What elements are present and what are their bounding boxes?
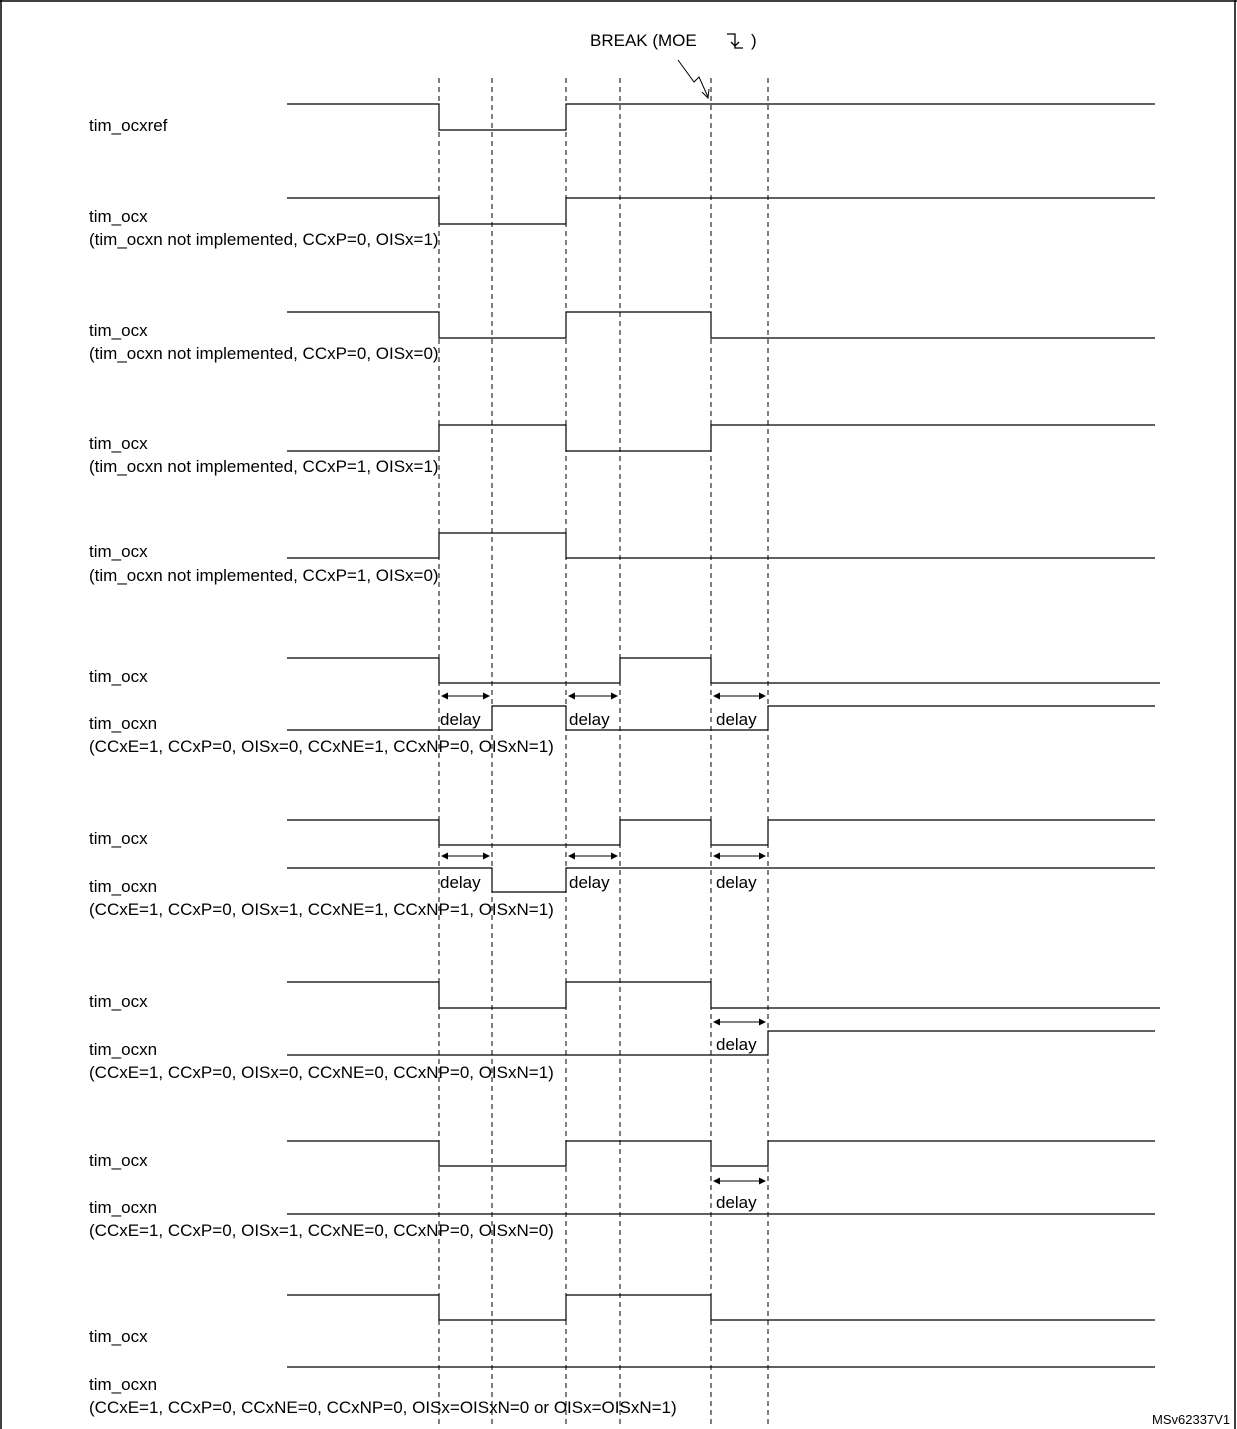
row-4-sub: (tim_ocxn not implemented, CCxP=1, OISx=0): [89, 566, 439, 585]
pair-2-sub: (CCxE=1, CCxP=0, OISx=0, CCxNE=0, CCxNP=0, OISxN=1): [89, 1063, 554, 1082]
falling-edge-icon: [727, 34, 743, 48]
wave-pair0-ocx: [287, 658, 1160, 683]
delay-label: delay: [716, 1035, 757, 1054]
pair-1-b: tim_ocxn: [89, 877, 158, 896]
delay-label: delay: [716, 1193, 757, 1212]
row-3-signal: tim_ocx: [89, 434, 148, 453]
wave-row1: [287, 198, 1155, 224]
row-4-signal: tim_ocx: [89, 542, 148, 561]
pair-0-b: tim_ocxn: [89, 714, 158, 733]
delay-label: delay: [716, 873, 757, 892]
row-2-signal: tim_ocx: [89, 321, 148, 340]
waveforms: [287, 104, 1160, 1367]
break-label: BREAK (MOE: [590, 31, 697, 50]
wave-pair2-ocx: [287, 982, 1160, 1008]
pair-0-sub: (CCxE=1, CCxP=0, OISx=0, CCxNE=1, CCxNP=0, OISxN=1): [89, 737, 554, 756]
wave-row2: [287, 312, 1155, 338]
wave-ocxref: [287, 104, 1155, 130]
pair-4-sub: (CCxE=1, CCxP=0, CCxNE=0, CCxNP=0, OISx=OISxN=0 or OISx=OISxN=1): [89, 1398, 677, 1417]
pair-4-b: tim_ocxn: [89, 1375, 158, 1394]
delay-label: delay: [440, 873, 481, 892]
pair-1-a: tim_ocx: [89, 829, 148, 848]
wave-row4: [287, 533, 1155, 558]
break-header: [590, 31, 757, 98]
figure-ref-code: MSv62337V1: [1152, 1412, 1231, 1427]
pair-4-a: tim_ocx: [89, 1327, 148, 1346]
delay-label: delay: [440, 710, 481, 729]
break-label-close: ): [751, 31, 757, 50]
delay-label: delay: [716, 710, 757, 729]
row-3-sub: (tim_ocxn not implemented, CCxP=1, OISx=1): [89, 457, 439, 476]
row-labels: [89, 116, 439, 585]
pair-labels: [89, 667, 677, 1417]
pair-0-a: tim_ocx: [89, 667, 148, 686]
row-1-sub: (tim_ocxn not implemented, CCxP=0, OISx=1): [89, 230, 439, 249]
pair-2-a: tim_ocx: [89, 992, 148, 1011]
wave-row3: [287, 425, 1155, 451]
pair-3-a: tim_ocx: [89, 1151, 148, 1170]
pair-1-sub: (CCxE=1, CCxP=0, OISx=1, CCxNE=1, CCxNP=1, OISxN=1): [89, 900, 554, 919]
delay-arrows: [442, 696, 765, 1181]
row-2-sub: (tim_ocxn not implemented, CCxP=0, OISx=0): [89, 344, 439, 363]
pair-3-sub: (CCxE=1, CCxP=0, OISx=1, CCxNE=0, CCxNP=0, OISxN=0): [89, 1221, 554, 1240]
row-1-signal: tim_ocx: [89, 207, 148, 226]
row-0-signal: tim_ocxref: [89, 116, 168, 135]
pair-2-b: tim_ocxn: [89, 1040, 158, 1059]
break-arrow: [678, 60, 708, 97]
wave-pair4-ocx: [287, 1295, 1155, 1320]
delay-labels: [440, 710, 757, 1212]
pair-3-b: tim_ocxn: [89, 1198, 158, 1217]
delay-label: delay: [569, 873, 610, 892]
delay-label: delay: [569, 710, 610, 729]
wave-pair1-ocx: [287, 820, 1155, 845]
wave-pair3-ocx: [287, 1141, 1155, 1166]
